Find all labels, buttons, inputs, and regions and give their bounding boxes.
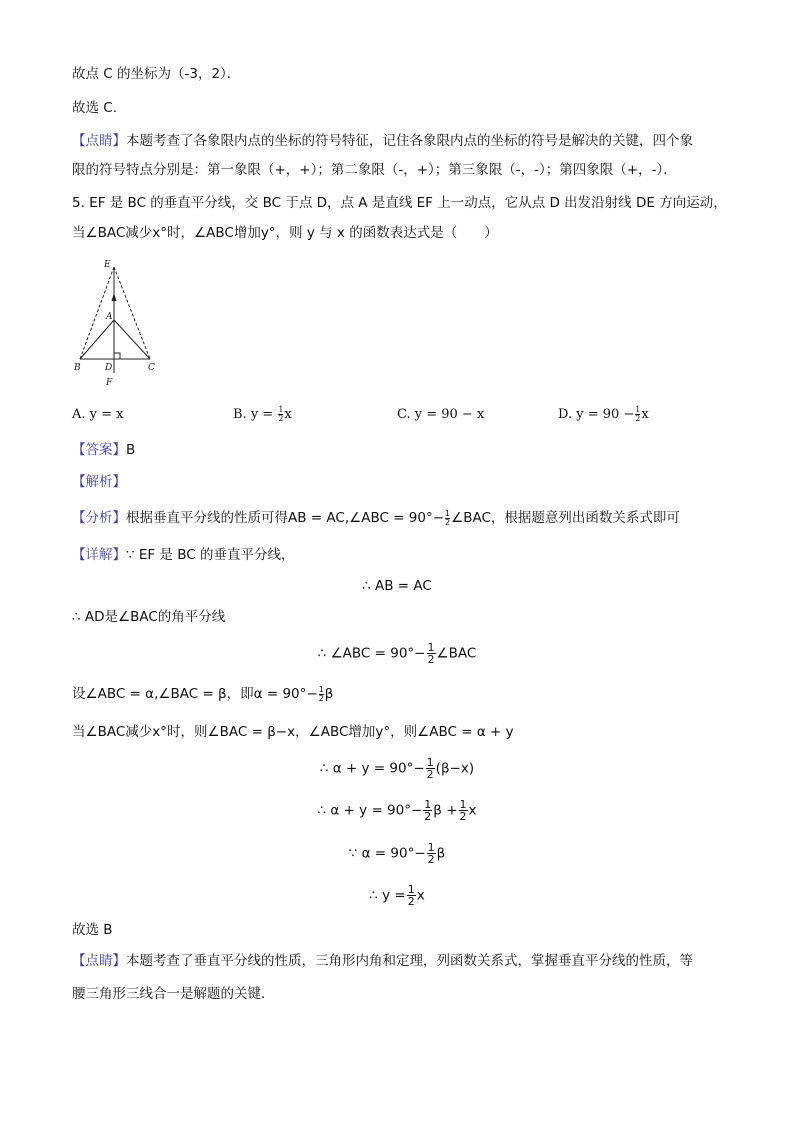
dianjing-final-line1: 【点睛】本题考查了垂直平分线的性质，三角形内角和定理，列函数关系式，掌握垂直平分线的性质，等 xyxy=(72,953,693,969)
text-line: 故选 C. xyxy=(72,100,118,116)
fenxi-line: 【分析】根据垂直平分线的性质可得AB = AC,∠ABC = 90°− $\frac{1}{2}$ ∠BAC，根据题意列出函数关系式即可 xyxy=(72,508,680,527)
equation-4: ∴ α + y = 90°− $\frac{1}{2}$ β + $\frac{1}{2}$ x xyxy=(317,798,477,823)
answer-value: B xyxy=(126,442,136,458)
equation-5: ∵ α = 90°− $\frac{1}{2}$ β xyxy=(348,841,446,866)
equation-1: ∴ AB = AC xyxy=(362,578,432,594)
question-5-line1: 5. EF 是 BC 的垂直平分线，交 BC 于点 D，点 A 是直线 EF 上一动点，它从点 D 出发沿射线 DE 方向运动， xyxy=(72,195,727,211)
equation-2: ∴ ∠ABC = 90°− $\frac{1}{2}$ ∠BAC xyxy=(317,641,477,666)
triangle-diagram xyxy=(72,255,164,390)
label-e: E xyxy=(104,260,111,270)
dianjing-line xyxy=(72,131,693,151)
answer-line xyxy=(72,440,135,460)
dianjing-text: 本题考查了各象限内点的坐标的符号特征，记住各象限内点的坐标的符号是解决的关键，四个象 xyxy=(126,133,693,149)
detail-line3: 设∠ABC = α,∠BAC = β，即α = 90°− $\frac{1}{2}$ β xyxy=(72,684,334,703)
label-f: F xyxy=(106,378,113,388)
triangle-figure xyxy=(72,255,164,390)
label-c: C xyxy=(148,363,155,373)
text-line: 故点 C 的坐标为（-3，2）． xyxy=(72,66,241,82)
right-angle-mark xyxy=(114,353,120,359)
dianjing-final-line2: 腰三角形三线合一是解题的关键． xyxy=(72,986,275,1002)
dianjing-tag: 【点睛】 xyxy=(72,133,126,149)
dashed-ec xyxy=(114,267,150,359)
answer-tag: 【答案】 xyxy=(72,442,126,458)
detail-line2: ∴ AD是∠BAC的角平分线 xyxy=(72,609,226,625)
detail-line4: 当∠BAC减少x°时，则∠BAC = β−x，∠ABC增加y°，则∠ABC = α + y xyxy=(72,724,514,740)
analysis-tag: 【解析】 xyxy=(72,474,126,490)
text-line: 限的符号特点分别是：第一象限（+，+）；第二象限（-，+）；第三象限（-，-）；第四象限（+，-）． xyxy=(72,162,677,178)
detail-line1: 【详解】∵ EF 是 BC 的垂直平分线， xyxy=(72,547,295,563)
label-a: A xyxy=(106,312,113,322)
label-d: D xyxy=(105,363,113,373)
label-b: B xyxy=(74,363,81,373)
equation-6: ∴ y = $\frac{1}{2}$ x xyxy=(369,883,425,908)
option-d: D. y = 90 − $\frac{1}{2}$ x xyxy=(558,405,649,423)
question-5-line2: 当∠BAC减少x°时，∠ABC增加y°，则 y 与 x 的函数表达式是（ ） xyxy=(72,225,498,241)
equation-3: ∴ α + y = 90°− $\frac{1}{2}$ (β−x) xyxy=(319,756,475,781)
arrow-up-icon xyxy=(112,293,117,301)
option-b: B. y = $\frac{1}{2}$ x xyxy=(233,405,292,423)
option-a: A. y = x xyxy=(72,407,124,422)
option-c: C. y = 90 − x xyxy=(397,407,485,422)
conclusion: 故选 B xyxy=(72,922,113,938)
segment-ab xyxy=(80,320,114,359)
